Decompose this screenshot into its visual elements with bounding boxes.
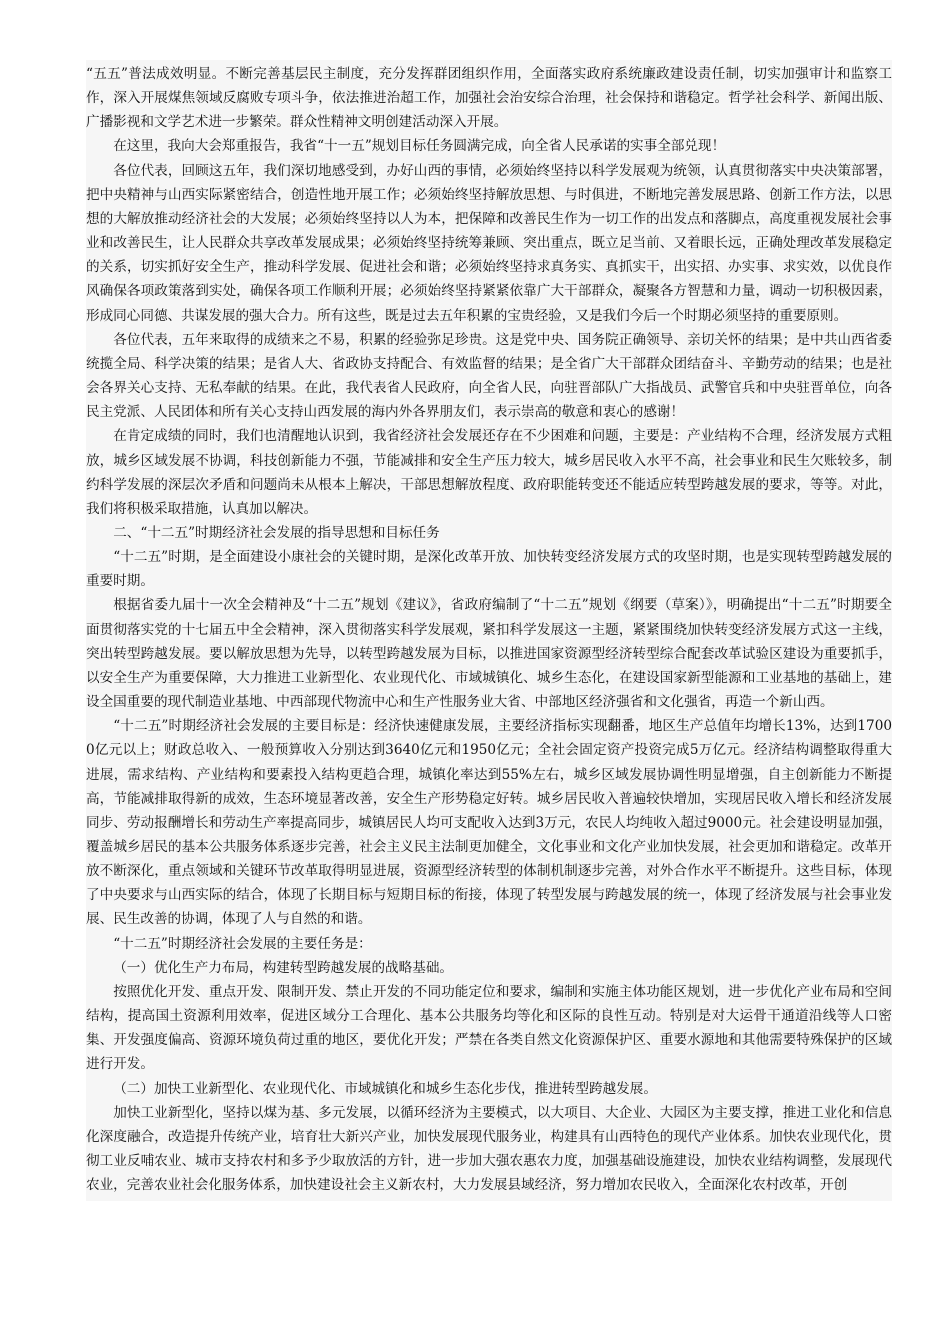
paragraph-8: 根据省委九届十一次全会精神及“十二五”规划《建议》，省政府编制了“十二五”规划《纲要（草案）》，明确提出“十二五”时期要全面贯彻落实党的十七届五中全会精神，深入贯彻落实科学发展观，紧扣科学发展这一主题，紧紧围绕加快转变经济发展方式这一主线，突出转型跨越发展。要以解放思想为先导，以转型跨越发展为目标，以推进国家资源型经济转型综合配套改革试验区建设为重要抓手，以安全生产为重要保障，大力推进工业新型化、农业现代化、市域城镇化、城乡生态化，在建设国家新型能源和工业基地的基础上，建设全国重要的现代制造业基地、中西部现代物流中心和生产性服务业大省、中部地区经济强省和文化强省，再造一个新山西。	[86, 597, 892, 711]
paragraph-10: “十二五”时期经济社会发展的主要任务是：	[113, 935, 372, 952]
subheading-2: （二）加快工业新型化、农业现代化、市域城镇化和城乡生态化步伐，推进转型跨越发展。	[113, 1080, 657, 1097]
paragraph-2: 在这里，我向大会郑重报告，我省“十一五”规划目标任务圆满完成，向全省人民承诺的实事全部兑现！	[113, 138, 726, 155]
subheading-1: （一）优化生产力布局，构建转型跨越发展的战略基础。	[113, 959, 454, 976]
document-body	[86, 60, 892, 1201]
paragraph-3: 各位代表，回顾这五年，我们深切地感受到，办好山西的事情，必须始终坚持以科学发展观为统领，认真贯彻落实中央决策部署，把中央精神与山西实际紧密结合，创造性地开展工作；必须始终坚持解放思想、与时俱进，不断地完善发展思路、创新工作方法，以思想的大解放推动经济社会的大发展；必须始终坚持以人为本，把保障和改善民生作为一切工作的出发点和落脚点，高度重视发展社会事业和改善民生，让人民群众共享改革发展成果；必须始终坚持统筹兼顾、突出重点，既立足当前、又着眼长远，正确处理改革发展稳定的关系，切实抓好安全生产，推动科学发展、促进社会和谐；必须始终坚持求真务实、真抓实干，出实招、办实事、求实效，以优良作风确保各项政策落到实处，确保各项工作顺利开展；必须始终坚持紧紧依靠广大干部群众，凝聚各方智慧和力量，调动一切积极因素，形成同心同德、共谋发展的强大合力。所有这些，既是过去五年积累的宝贵经验，又是我们今后一个时期必须坚持的重要原则。	[86, 162, 892, 324]
paragraph-4: 各位代表，五年来取得的成绩来之不易，积累的经验弥足珍贵。这是党中央、国务院正确领导、亲切关怀的结果；是中共山西省委统揽全局、科学决策的结果；是省人大、省政协支持配合、有效监督的结果；是全省广大干部群众团结奋斗、辛勤劳动的结果；也是社会各界关心支持、无私奉献的结果。在此，我代表省人民政府，向全省人民，向驻晋部队广大指战员、武警官兵和中央驻晋单位，向各民主党派、人民团体和所有关心支持山西发展的海内外各界朋友们，表示崇高的敬意和衷心的感谢！	[86, 331, 892, 421]
section-heading-2: 二、“十二五”时期经济社会发展的指导思想和目标任务	[113, 524, 440, 541]
paragraph-9: “十二五”时期经济社会发展的主要目标是：经济快速健康发展，主要经济指标实现翻番，地区生产总值年均增长13%，达到17000亿元以上；财政总收入、一般预算收入分别达到3640亿元和1950亿元；全社会固定资产投资完成5万亿元。经济结构调整取得重大进展，需求结构、产业结构和要素投入结构更趋合理，城镇化率达到55%左右，城乡区域发展协调性明显增强，自主创新能力不断提高，节能减排取得新的成效，生态环境显著改善，安全生产形势稳定好转。城乡居民收入普遍较快增加，实现居民收入增长和经济发展同步、劳动报酬增长和劳动生产率提高同步，城镇居民人均可支配收入达到3万元，农民人均纯收入超过9000元。社会建设明显加强，覆盖城乡居民的基本公共服务体系逐步完善，社会主义民主法制更加健全，文化事业和文化产业加快发展，社会更加和谐稳定。改革开放不断深化，重点领域和关键环节改革取得明显进展，资源型经济转型的体制机制逐步完善，对外合作水平不断提升。这些目标，体现了中央要求与山西实际的结合，体现了长期目标与短期目标的衔接，体现了转型发展与跨越发展的统一，体现了经济发展与社会事业发展、民生改善的协调，体现了人与自然的和谐。	[86, 718, 892, 928]
paragraph-12: 按照优化开发、重点开发、限制开发、禁止开发的不同功能定位和要求，编制和实施主体功能区规划，进一步优化产业布局和空间结构，提高国土资源利用效率，促进区域分工合理化、基本公共服务均等化和区际的良性互动。特别是对大运骨干通道沿线等人口密集、开发强度偏高、资源环境负荷过重的地区，要优化开发；严禁在各类自然文化资源保护区、重要水源地和其他需要特殊保护的区域进行开发。	[86, 983, 892, 1073]
paragraph-14: 加快工业新型化，坚持以煤为基、多元发展，以循环经济为主要模式，以大项目、大企业、大园区为主要支撑，推进工业化和信息化深度融合，改造提升传统产业，培育壮大新兴产业，加快发展现代服务业，构建具有山西特色的现代产业体系。加快农业现代化，贯彻工业反哺农业、城市支持农村和多予少取放活的方针，进一步加大强农惠农力度，加强基础设施建设，加快农业结构调整，发展现代农业，完善农业社会化服务体系，加快建设社会主义新农村，大力发展县域经济，努力增加农民收入，全面深化农村改革，开创	[86, 1104, 892, 1194]
paragraph-7: “十二五”时期，是全面建设小康社会的关键时期，是深化改革开放、加快转变经济发展方式的攻坚时期，也是实现转型跨越发展的重要时期。	[86, 549, 892, 590]
paragraph-1: “五五”普法成效明显。不断完善基层民主制度，充分发挥群团组织作用，全面落实政府系统廉政建设责任制，切实加强审计和监察工作，深入开展煤焦领域反腐败专项斗争，依法推进治超工作，加强社会治安综合治理，社会保持和谐稳定。哲学社会科学、新闻出版、广播影视和文学艺术进一步繁荣。群众性精神文明创建活动深入开展。	[86, 66, 892, 131]
paragraph-5: 在肯定成绩的同时，我们也清醒地认识到，我省经济社会发展还存在不少困难和问题，主要是：产业结构不合理，经济发展方式粗放，城乡区域发展不协调，科技创新能力不强，节能减排和安全生产压力较大，城乡居民收入水平不高，社会事业和民生欠账较多，制约科学发展的深层次矛盾和问题尚未从根本上解决，干部思想解放程度、政府职能转变还不能适应转型跨越发展的要求，等等。对此，我们将积极采取措施，认真加以解决。	[86, 428, 892, 517]
